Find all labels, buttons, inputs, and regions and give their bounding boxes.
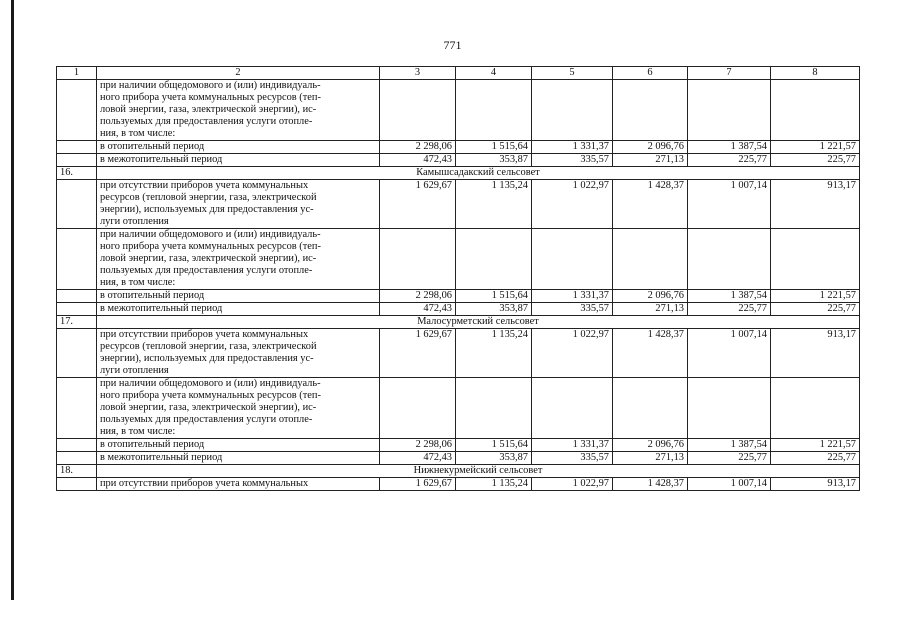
tariff-table (56, 66, 860, 491)
table-row-with-meter (57, 80, 860, 141)
row-label: в межотопительный период (97, 303, 380, 316)
table-row-heating: в отопительный период 2 298,06 1 515,64 1 331,37 2 096,76 1 387,54 1 221,57 (57, 290, 860, 303)
table-row-with-meter (57, 378, 860, 439)
table-row-offseason: в межотопительный период 472,43 353,87 335,57 271,13 225,77 225,77 (57, 452, 860, 465)
row-label: в отопительный период (97, 439, 380, 452)
page-edge-bar (11, 0, 14, 600)
section-title: Нижнекурмейский сельсовет (97, 465, 860, 478)
row-label: в отопительный период (97, 141, 380, 154)
row-description: при отсутствии приборов учета коммунальных ресурсов (тепловой энергии, газа, электрической энергии), используемых для предоставления ус- луги отопления (97, 180, 380, 229)
table-row-offseason: в межотопительный период 472,43 353,87 335,57 271,13 225,77 225,77 (57, 303, 860, 316)
table-row-without-meter: при отсутствии приборов учета коммунальных ресурсов (тепловой энергии, газа, электрической энергии), используемых для предоставления ус- луги отопления 1 629,67 1 135,24 1 022,97 1 428,37 1 007,14 913,17 (57, 329, 860, 378)
table-row-offseason: в межотопительный период 472,43 353,87 335,57 271,13 225,77 225,77 (57, 154, 860, 167)
table-row-with-meter (57, 229, 860, 290)
header-cell: 5 (532, 67, 613, 80)
table-row-heating: в отопительный период 2 298,06 1 515,64 1 331,37 2 096,76 1 387,54 1 221,57 (57, 439, 860, 452)
section-number: 16. (57, 167, 97, 180)
header-cell: 7 (688, 67, 771, 80)
header-cell: 3 (380, 67, 456, 80)
row-label: в отопительный период (97, 290, 380, 303)
section-title: Малосурметский сельсовет (97, 316, 860, 329)
section-number: 18. (57, 465, 97, 478)
table-header-row (57, 67, 860, 80)
page-number: 771 (443, 38, 462, 52)
section-title: Камышсадакский сельсовет (97, 167, 860, 180)
row-description: при наличии общедомового и (или) индивидуаль- ного прибора учета коммунальных ресурсов (теп- ловой энергии, газа, электрической энергии), ис- пользуемых для предоставления услуги отопле- ния, в том числе: (97, 229, 380, 290)
row-description: при наличии общедомового и (или) индивидуаль- ного прибора учета коммунальных ресурсов (теп- ловой энергии, газа, электрической энергии), ис- пользуемых для предоставления услуги отопле- ния, в том числе: (97, 378, 380, 439)
table-row-without-meter: при отсутствии приборов учета коммунальных 1 629,67 1 135,24 1 022,97 1 428,37 1 007,14 913,17 (57, 478, 860, 491)
header-cell: 8 (771, 67, 860, 80)
table-row-heating: в отопительный период 2 298,06 1 515,64 1 331,37 2 096,76 1 387,54 1 221,57 (57, 141, 860, 154)
row-description: при наличии общедомового и (или) индивидуаль- ного прибора учета коммунальных ресурсов (теп- ловой энергии, газа, электрической энергии), ис- пользуемых для предоставления услуги отопле- ния, в том числе: (97, 80, 380, 141)
section-row (57, 465, 860, 478)
section-row (57, 167, 860, 180)
header-cell: 6 (613, 67, 688, 80)
table-row-without-meter: при отсутствии приборов учета коммунальных ресурсов (тепловой энергии, газа, электрической энергии), используемых для предоставления ус- луги отопления 1 629,67 1 135,24 1 022,97 1 428,37 1 007,14 913,17 (57, 180, 860, 229)
row-label: при отсутствии приборов учета коммунальных (97, 478, 380, 491)
row-label: в межотопительный период (97, 452, 380, 465)
section-number: 17. (57, 316, 97, 329)
row-description: при отсутствии приборов учета коммунальных ресурсов (тепловой энергии, газа, электрической энергии), используемых для предоставления ус- луги отопления (97, 329, 380, 378)
section-row (57, 316, 860, 329)
header-cell: 2 (97, 67, 380, 80)
header-cell: 4 (456, 67, 532, 80)
header-cell: 1 (57, 67, 97, 80)
row-label: в межотопительный период (97, 154, 380, 167)
